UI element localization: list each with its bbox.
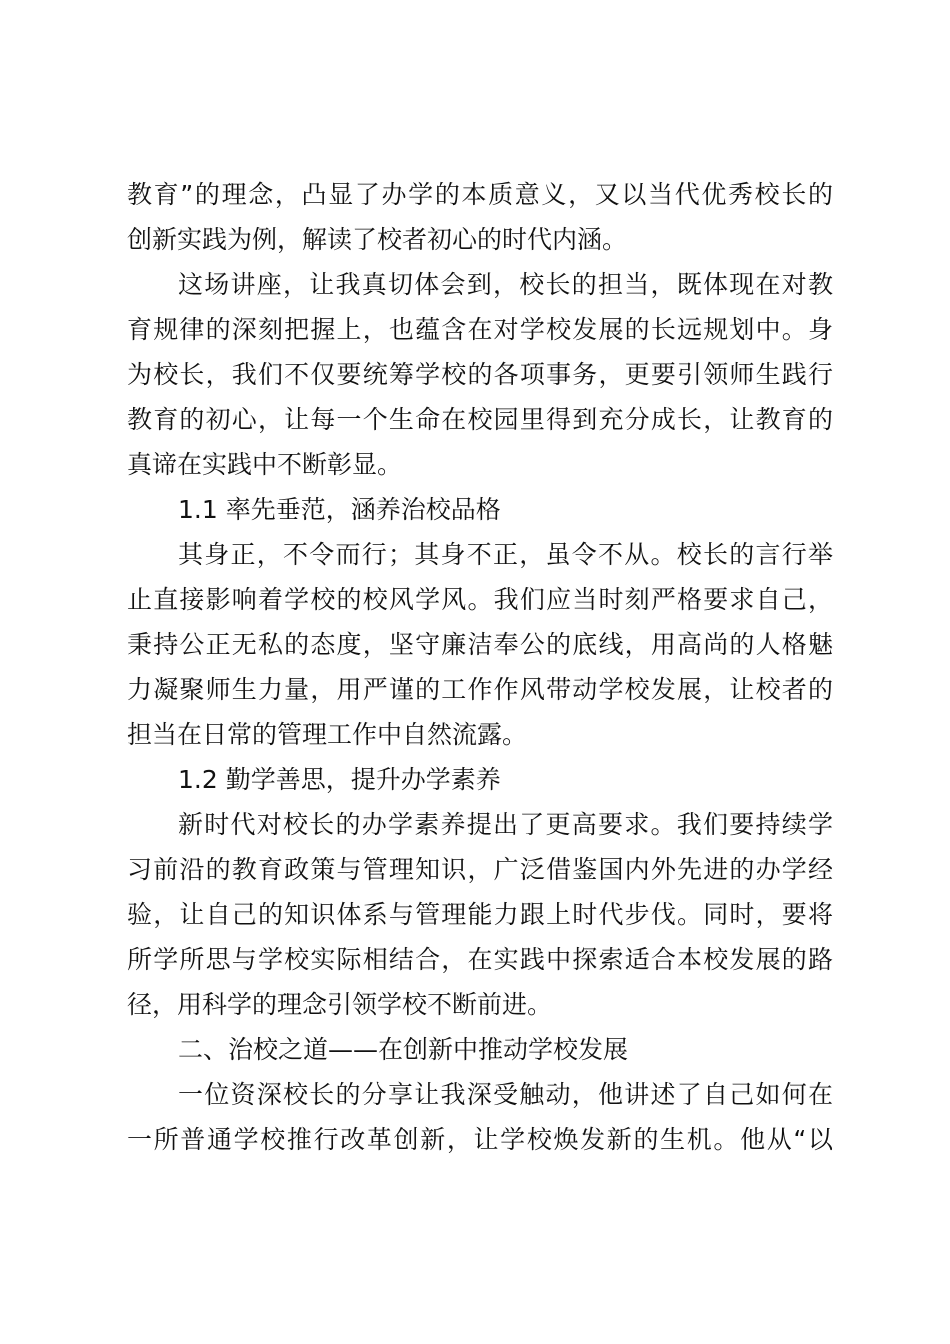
text-line: 止直接影响着学校的校风学风。我们应当时刻严格要求自己，	[127, 585, 833, 614]
text-line: 教育”的理念，凸显了办学的本质意义，又以当代优秀校长的	[127, 180, 833, 209]
text-line: 创新实践为例，解读了校者初心的时代内涵。	[127, 225, 628, 254]
text-line: 真谛在实践中不断彰显。	[127, 450, 403, 479]
text-line: 所学所思与学校实际相结合，在实践中探索适合本校发展的路	[127, 945, 833, 974]
text-line: 习前沿的教育政策与管理知识，广泛借鉴国内外先进的办学经	[127, 855, 833, 884]
text-line: 育规律的深刻把握上，也蕴含在对学校发展的长远规划中。身	[127, 315, 833, 344]
text-line: 径，用科学的理念引领学校不断前进。	[127, 990, 553, 1019]
text-line: 其身正，不令而行；其身不正，虽令不从。校长的言行举	[178, 540, 833, 569]
text-line: 这场讲座，让我真切体会到，校长的担当，既体现在对教	[178, 270, 833, 299]
section-heading: 1.1 率先垂范，涵养治校品格	[178, 495, 501, 524]
text-line: 一位资深校长的分享让我深受触动，他讲述了自己如何在	[178, 1080, 833, 1109]
text-line: 一所普通学校推行改革创新，让学校焕发新的生机。他从“以	[127, 1125, 833, 1154]
text-line: 秉持公正无私的态度，坚守廉洁奉公的底线，用高尚的人格魅	[127, 630, 833, 659]
text-line: 新时代对校长的办学素养提出了更高要求。我们要持续学	[178, 810, 833, 839]
section-heading: 1.2 勤学善思，提升办学素养	[178, 765, 501, 794]
text-line: 为校长，我们不仅要统筹学校的各项事务，更要引领师生践行	[127, 360, 833, 389]
text-line: 担当在日常的管理工作中自然流露。	[127, 720, 528, 749]
text-line: 教育的初心，让每一个生命在校园里得到充分成长，让教育的	[127, 405, 833, 434]
text-line: 力凝聚师生力量，用严谨的工作作风带动学校发展，让校者的	[127, 675, 833, 704]
section-heading: 二、治校之道——在创新中推动学校发展	[178, 1035, 629, 1064]
text-line: 验，让自己的知识体系与管理能力跟上时代步伐。同时，要将	[127, 900, 833, 929]
document-body	[127, 172, 833, 1162]
